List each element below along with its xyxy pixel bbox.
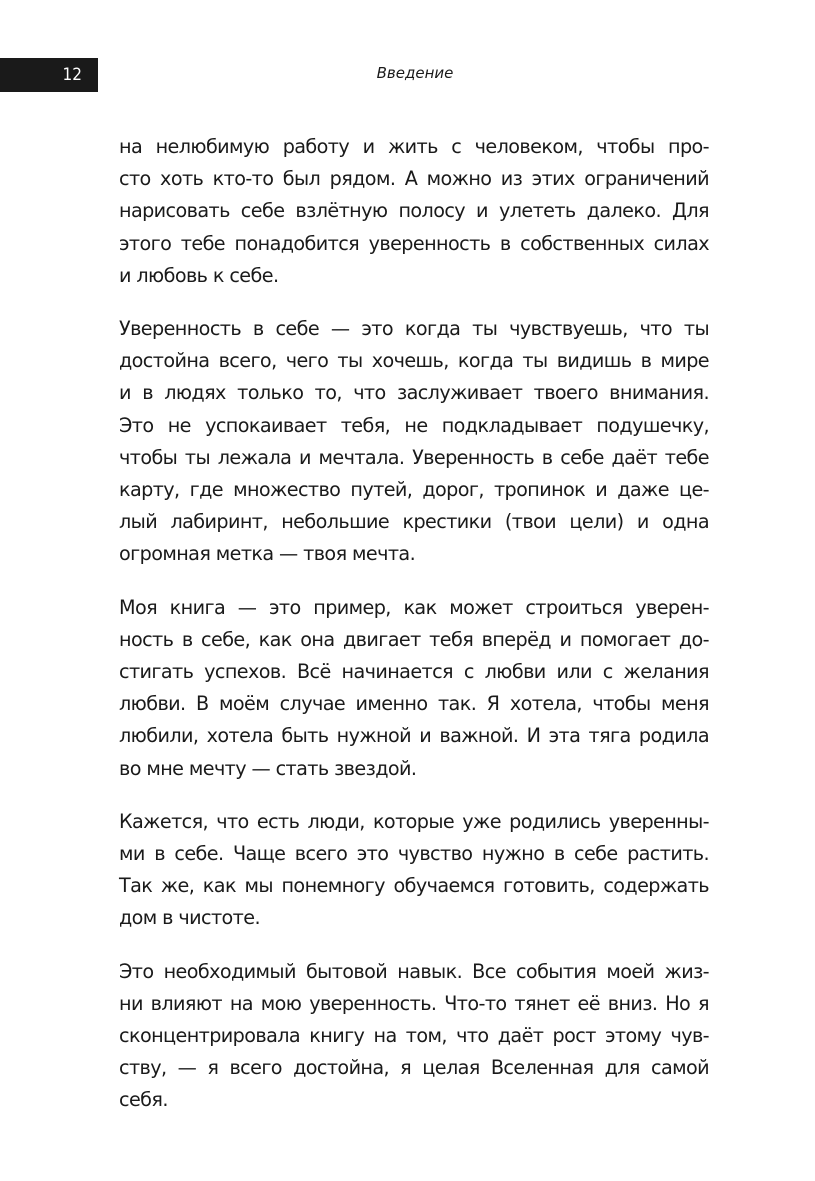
paragraph xyxy=(119,313,709,571)
text-line: Кажется, что есть люди, которые уже родились уверенны- xyxy=(119,809,709,833)
text-line: ству, — я всего достойна, я целая Вселенная для самой xyxy=(119,1056,709,1080)
text-line: Это не успокаивает тебя, не подкладывает подушечку, xyxy=(119,413,709,437)
text-line: Так же, как мы понемногу обучаемся готовить, содержать xyxy=(119,874,709,898)
page-number: 12 xyxy=(0,58,98,92)
text-line: любили, хотела быть нужной и важной. И эта тяга родила xyxy=(119,724,709,748)
text-line: ни влияют на мою уверенность. Что-то тянет её вниз. Но я xyxy=(119,991,709,1015)
text-line: любви. В моём случае именно так. Я хотела, чтобы меня xyxy=(119,692,709,716)
text-line: дом в чистоте. xyxy=(119,906,260,930)
text-line: сто хоть кто-то был рядом. А можно из этих ограничений xyxy=(119,167,709,191)
text-line: Моя книга — это пример, как может строиться уверен- xyxy=(119,595,709,619)
text-line: стигать успехов. Всё начинается с любви или с желания xyxy=(119,660,709,684)
paragraph xyxy=(119,592,709,785)
text-line: и любовь к себе. xyxy=(119,263,279,287)
text-line: чтобы ты лежала и мечтала. Уверенность в себе даёт тебе xyxy=(119,445,709,469)
paragraph xyxy=(119,956,709,1117)
text-line: этого тебе понадобится уверенность в собственных силах xyxy=(119,231,709,255)
text-line: на нелюбимую работу и жить с человеком, чтобы про- xyxy=(119,135,709,158)
text-line: нарисовать себе взлётную полосу и улететь далеко. Для xyxy=(119,199,709,223)
text-line: огромная метка — твоя мечта. xyxy=(119,542,416,566)
body-text xyxy=(119,131,709,1138)
text-line: достойна всего, чего ты хочешь, когда ты видишь в мире xyxy=(119,349,709,373)
text-line: сконцентрировала книгу на том, что даёт рост этому чув- xyxy=(119,1024,709,1048)
text-line: во мне мечту — стать звездой. xyxy=(119,756,417,780)
running-title: Введение xyxy=(376,64,454,82)
text-line: себя. xyxy=(119,1088,168,1112)
text-line: Это необходимый бытовой навык. Все события моей жиз- xyxy=(119,959,709,983)
text-line: лый лабиринт, небольшие крестики (твои цели) и одна xyxy=(119,510,709,534)
text-line: карту, где множество путей, дорог, тропинок и даже це- xyxy=(119,478,709,502)
paragraph xyxy=(119,131,709,292)
text-line: и в людях только то, что заслуживает твоего внимания. xyxy=(119,381,709,405)
text-line: ность в себе, как она двигает тебя вперёд и помогает до- xyxy=(119,627,709,651)
paragraph xyxy=(119,806,709,935)
text-line: Уверенность в себе — это когда ты чувствуешь, что ты xyxy=(119,317,709,341)
text-line: ми в себе. Чаще всего это чувство нужно в себе растить. xyxy=(119,842,709,866)
